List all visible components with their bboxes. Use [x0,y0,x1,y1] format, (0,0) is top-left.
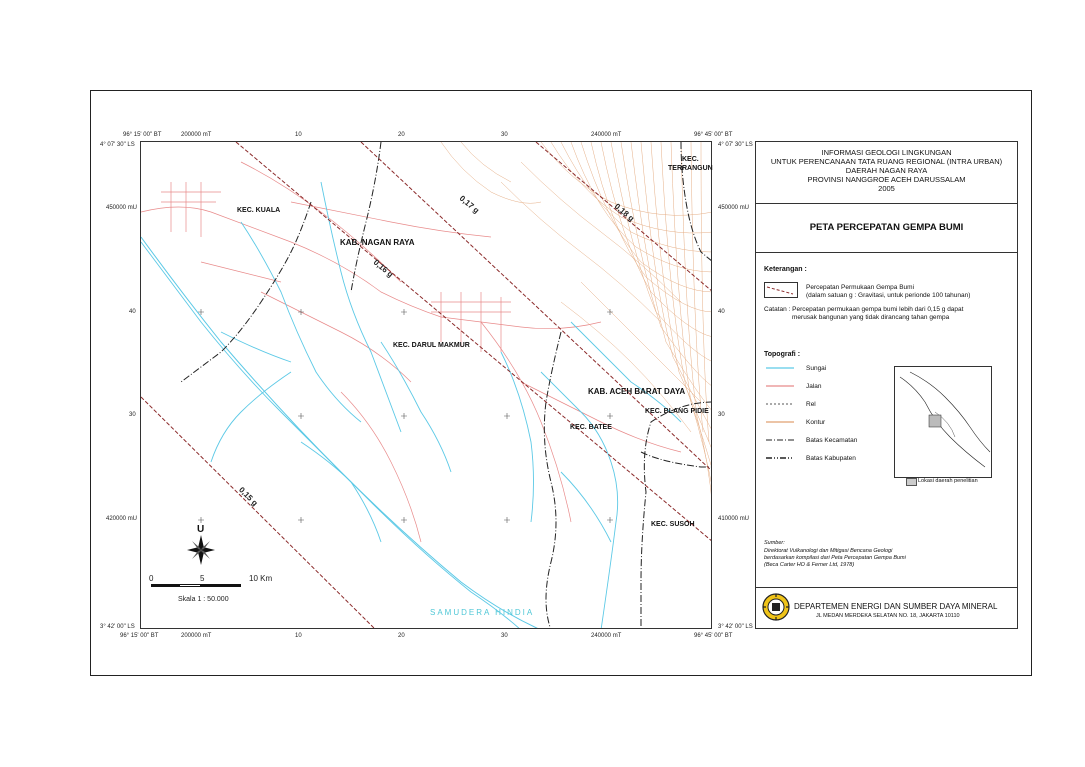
label-contour-016: 0,16 g [371,257,395,280]
inset-location-key-swatch [906,478,917,486]
road-lines [141,162,681,542]
sumber-line-2: berdasarkan kompilasi dari Peta Percepatan Gempa Bumi [764,555,906,561]
title-line-3: DAERAH NAGAN RAYA [845,166,928,175]
label-kec-susoh: KEC. SUSOH [651,521,695,528]
coord-bot-20: 20 [398,633,405,639]
scale-zero: 0 [149,574,154,583]
coord-n420-left: 420000 mU [106,516,138,522]
coord-n40-right: 40 [718,309,725,315]
legend-item-batas-kabupaten: Batas Kabupaten [806,455,856,462]
pga-symbol-icon [764,282,798,298]
north-letter: U [197,524,205,535]
legend-catatan-2: merusak bangunan yang tidak dirancang tahan gempa [792,314,950,321]
coord-bot-10: 10 [295,633,302,639]
coord-bot-right: 96° 45' 00" BT [694,633,733,639]
coord-n410-right: 410000 mU [718,516,750,522]
scale-bar [151,584,241,587]
legend-item-rel: Rel [806,401,816,408]
coord-n30-right: 30 [718,412,725,418]
coord-lat-top-right: 4° 07' 30" LS [718,142,753,148]
legend-panel [755,141,1018,629]
coord-lat-top-left: 4° 07' 30" LS [100,142,135,148]
coord-top-10: 10 [295,132,302,138]
label-kec-blang-pidie: KEC. BLANG PIDIE [645,408,709,415]
legend-body [756,252,1017,587]
label-kab-nagan-raya: KAB. NAGAN RAYA [340,238,415,247]
label-kec-darul-makmur: KEC. DARUL MAKMUR [393,342,470,349]
legend-pga-1: Percepatan Permukaan Gempa Bumi [806,284,915,291]
sumber-line-1: Direktorat Vulkanologi dan Mitigasi Bencana Geologi [764,548,893,554]
legend-pga-2: (dalam satuan g : Gravitasi, untuk perionde 100 tahunan) [806,292,971,299]
coord-top-30: 30 [501,132,508,138]
title-line-1: INFORMASI GEOLOGI LINGKUNGAN [821,148,952,157]
legend-item-sungai: Sungai [806,365,827,372]
legend-item-batas-kecamatan: Batas Kecamatan [806,437,858,444]
footer-address: JL MEDAN MERDEKA SELATAN NO. 18, JAKARTA 10110 [816,613,960,619]
map-title: PETA PERCEPATAN GEMPA BUMI [756,204,1017,253]
title-block [756,142,1017,204]
coord-n450-right: 450000 mU [718,205,750,211]
label-kec-terrangun-2: TERRANGUN [668,165,713,172]
coord-lat-bot-right: 3° 42' 00" LS [718,624,753,630]
esdm-logo-icon [761,592,791,622]
footer-dept: DEPARTEMEN ENERGI DAN SUMBER DAYA MINERAL [794,602,998,611]
label-contour-015: 0,15 g [237,485,260,508]
legend-lokasi: Lokasi daerah penelitian [918,478,978,484]
coord-n450-left: 450000 mU [106,205,138,211]
label-samudera-hindia: SAMUDERA HINDIA [430,608,535,617]
coord-bot-easting-2: 240000 mT [591,633,622,639]
legend-topografi: Topografi : [764,351,801,358]
scale-ten: 10 Km [249,574,273,583]
compass-rose-icon [185,533,217,567]
label-contour-018: 0,18 g [612,201,636,224]
coord-bot-30: 30 [501,633,508,639]
coord-top-20: 20 [398,132,405,138]
title-line-2: UNTUK PERENCANAAN TATA RUANG REGIONAL (INTRA URBAN) [770,157,1003,166]
coord-top-right: 96° 45' 00" BT [694,132,733,138]
coord-bot-easting-1: 200000 mT [181,633,212,639]
river-lines [141,182,681,629]
label-kab-aceh-barat-daya: KAB. ACEH BARAT DAYA [588,387,686,396]
scale-label: Skala 1 : 50.000 [178,596,229,603]
inset-location-map [894,366,992,478]
sumber-title: Sumber: [764,540,785,546]
legend-symbols [764,362,796,462]
label-kec-batee: KEC. BATEE [570,424,612,431]
coord-top-easting-2: 240000 mT [591,132,622,138]
title-line-5: 2005 [878,184,895,193]
north-arrow [185,524,217,572]
label-contour-017: 0,17 g [457,193,481,216]
coord-top-easting-1: 200000 mT [181,132,212,138]
title-line-4: PROVINSI NANGGROE ACEH DARUSSALAM [807,175,966,184]
sumber-line-3: (Beca Carter HO & Ferner Ltd, 1978) [764,562,855,568]
coord-n30-left: 30 [129,412,136,418]
legend-catatan-1: Catatan : Percepatan permukaan gempa bumi lebih dari 0,15 g dapat [764,306,964,313]
legend-item-kontur: Kontur [806,419,826,426]
coord-n40-left: 40 [129,309,136,315]
label-kec-kuala: KEC. KUALA [237,207,281,214]
footer-block [756,587,1017,629]
legend-keterangan: Keterangan : [764,266,807,273]
label-kec-terrangun-1: KEC. [682,156,699,163]
coord-top-left: 96° 15' 00" BT [123,132,162,138]
coord-lat-bot-left: 3° 42' 00" LS [100,624,135,630]
legend-item-jalan: Jalan [806,383,822,390]
scale-five: 5 [200,574,205,583]
coord-bot-left: 96° 15' 00" BT [120,633,159,639]
